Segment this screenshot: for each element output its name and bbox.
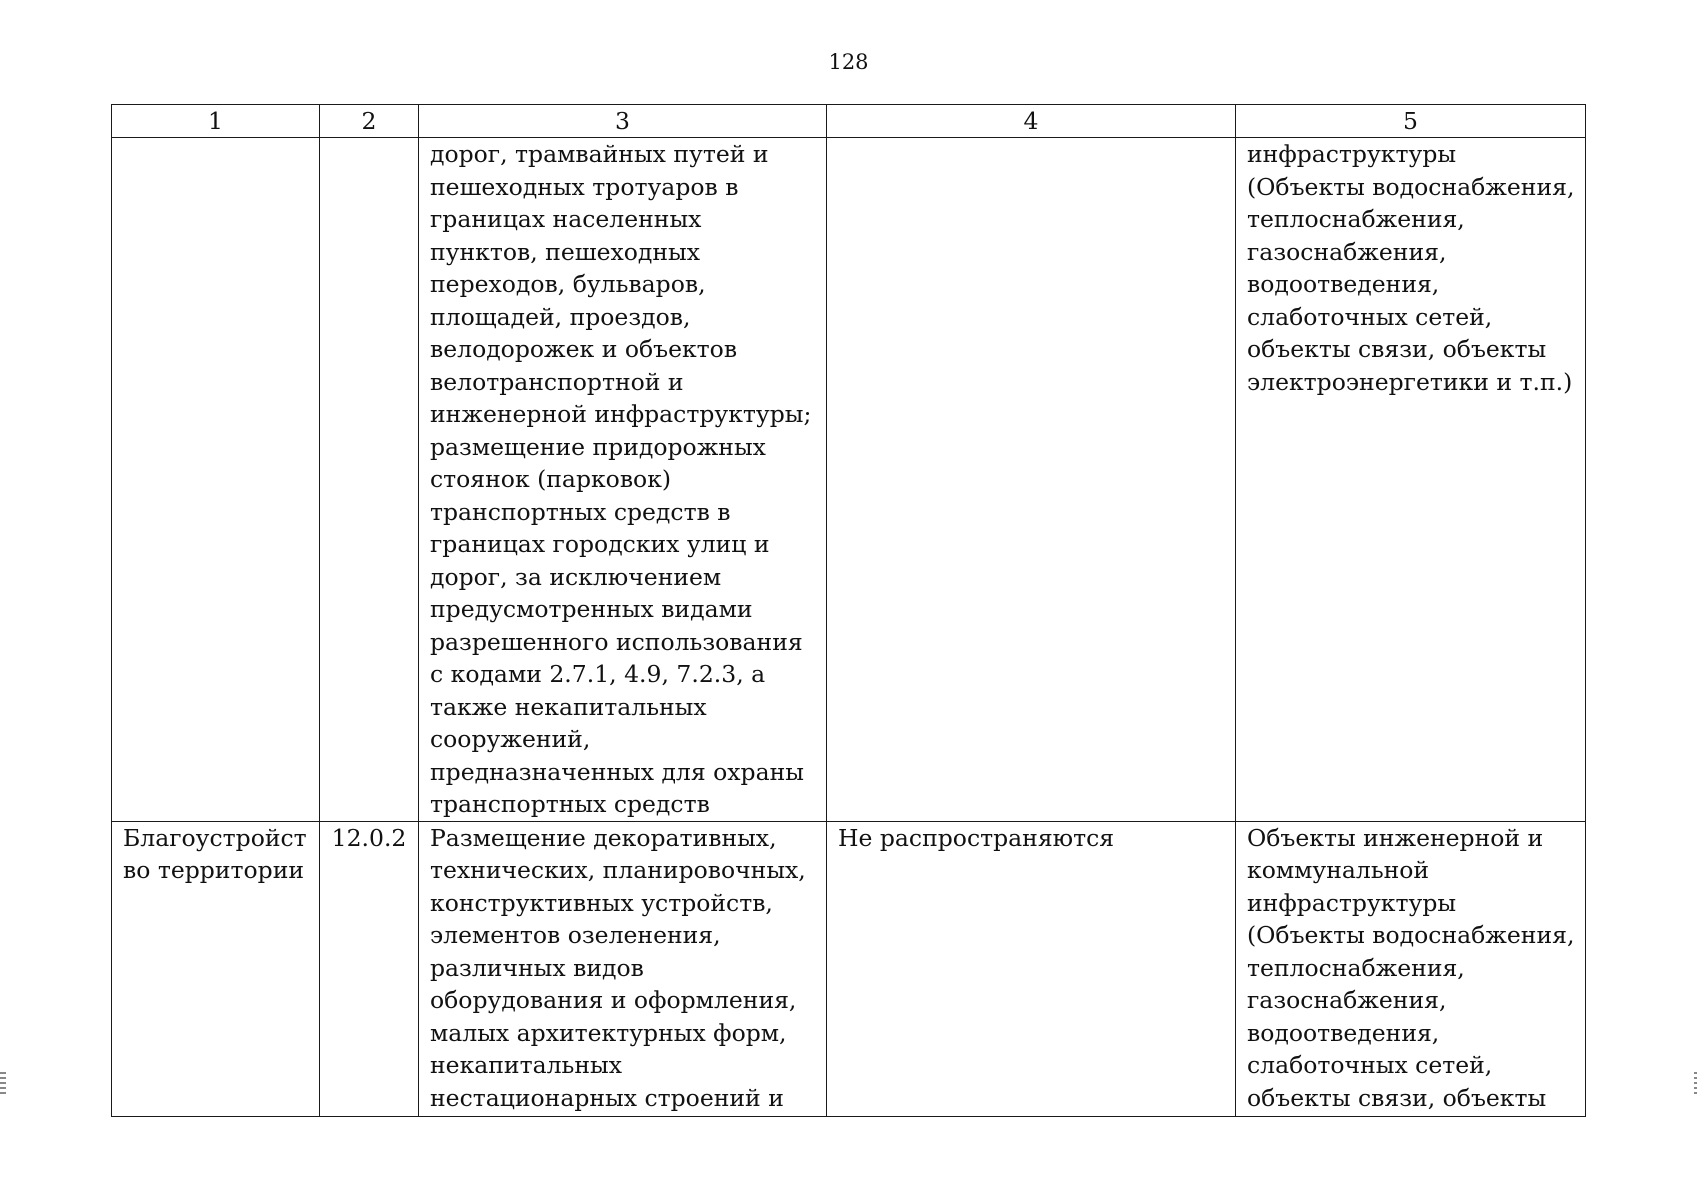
table-row: [112, 821, 1586, 1116]
cell-description-text: дорог, трамвайных путей и пешеходных тротуаров в границах населенных пунктов, пешеходных переходов, бульваров, площадей, проездов, велодорожек и объектов велотранспортной и инженерной инфраструктуры; размещение придорожных стоянок (парковок) транспортных средств в границах городских улиц и дорог, за исключением предусмотренных видами разрешенного использования с кодами 2.7.1, 4.9, 7.2.3, а также некапитальных сооружений, предназначенных для охраны транспортных средств: [430, 140, 812, 818]
column-header-3: 3: [419, 105, 827, 138]
cell-params: [827, 821, 1236, 1116]
cell-code-text: 12.0.2: [331, 823, 407, 852]
cell-name-text: Благоустройст во территории: [123, 823, 307, 884]
cell-objects: [1236, 821, 1586, 1116]
table-header-row: [112, 105, 1586, 138]
column-header-4: 4: [827, 105, 1236, 138]
cell-code: [320, 138, 419, 822]
cell-description-text: Размещение декоративных, технических, планировочных, конструктивных устройств, элементов озеленения, различных видов оборудования и оформления, малых архитектурных форм, некапитальных нестационарных строений и: [430, 823, 806, 1112]
column-header-2: 2: [320, 105, 419, 138]
cell-params: [827, 138, 1236, 822]
cell-objects-text: Объекты инженерной и коммунальной инфраструктуры (Объекты водоснабжения, теплоснабжения, газоснабжения, водоотведения, слаботочных сетей, объекты связи, объекты: [1247, 823, 1575, 1112]
cell-name: [112, 138, 320, 822]
cell-code: [320, 821, 419, 1116]
table-row: [112, 138, 1586, 822]
cell-name: [112, 821, 320, 1116]
scan-edge-mark-left: [0, 1072, 6, 1094]
land-use-table: [111, 104, 1586, 1117]
column-header-1: 1: [112, 105, 320, 138]
cell-objects-text: инфраструктуры (Объекты водоснабжения, теплоснабжения, газоснабжения, водоотведения, слаботочных сетей, объекты связи, объекты электроэнергетики и т.п.): [1247, 140, 1575, 396]
cell-objects: [1236, 138, 1586, 822]
page-number: 128: [828, 50, 869, 74]
column-header-5: 5: [1236, 105, 1586, 138]
cell-description: [419, 138, 827, 822]
cell-params-text: Не распространяются: [838, 823, 1115, 852]
cell-description: [419, 821, 827, 1116]
